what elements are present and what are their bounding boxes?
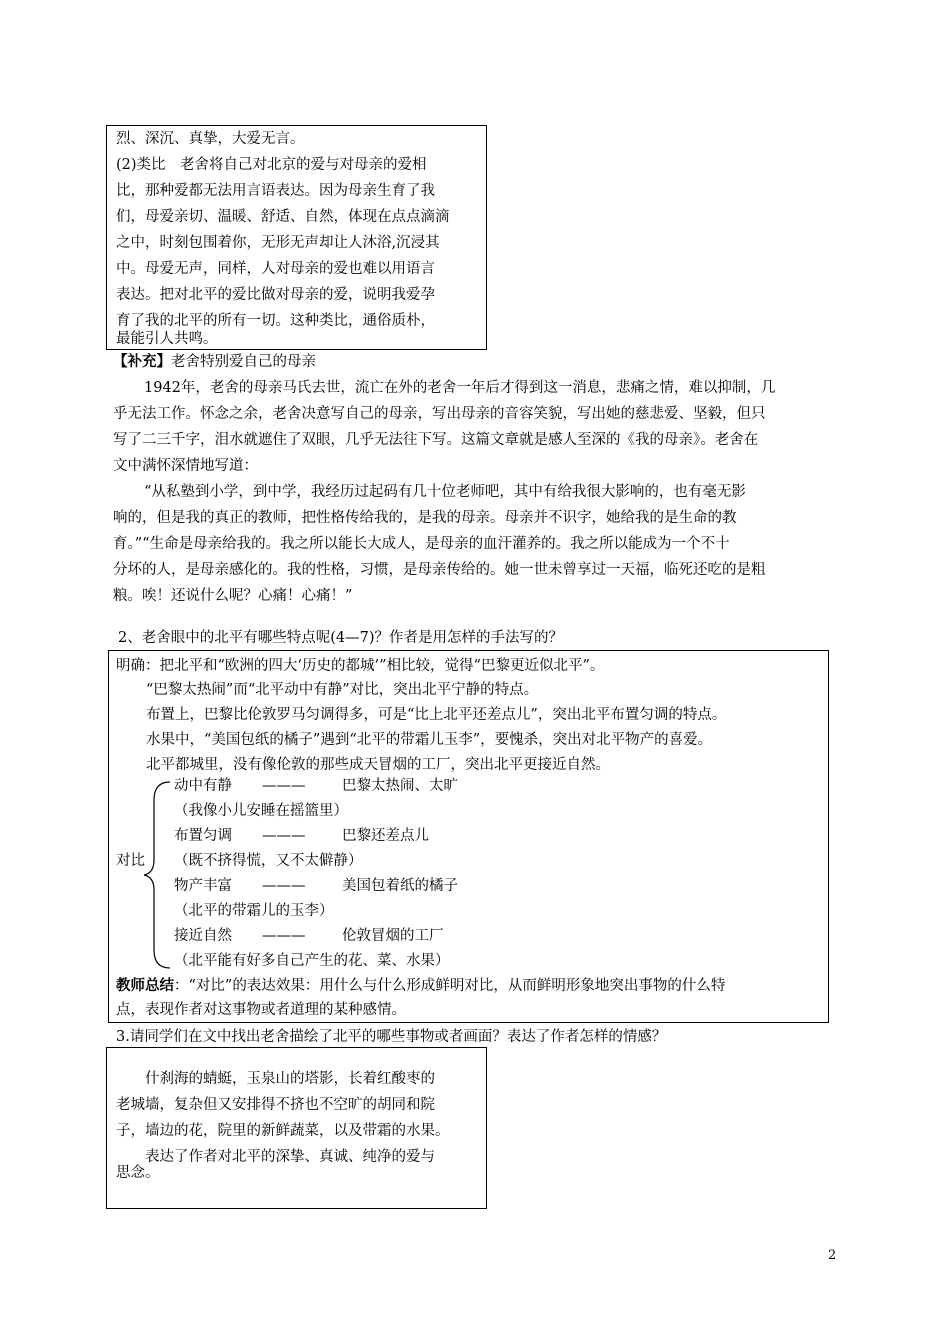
teacher-summary <box>116 976 725 996</box>
contrast-brace <box>144 780 174 970</box>
contrast-note: （我像小儿安睡在摇篮里） <box>174 803 348 819</box>
answer-2-line: 北平都城里，没有像伦敦的那些成天冒烟的工厂，突出北平更接近自然。 <box>146 757 610 773</box>
contrast-left: 动中有静 <box>174 778 232 794</box>
box1-line: (2)类比 老舍将自己对北京的爱与对母亲的爱相 <box>116 157 427 173</box>
answer-3-line: 表达了作者对北平的深挚、真诚、纯净的爱与 <box>145 1149 435 1165</box>
box1-line: 们，母爱亲切、温暖、舒适、自然，体现在点点滴滴 <box>116 209 450 225</box>
contrast-dash: ——— <box>262 828 306 844</box>
answer-3-line: 思念。 <box>116 1165 160 1181</box>
answer-3-line: 子，墙边的花，院里的新鲜蔬菜，以及带霜的水果。 <box>116 1123 450 1139</box>
box1-line: 中。母爱无声，同样，人对母亲的爱也难以用语言 <box>116 261 435 277</box>
contrast-note: （既不挤得慌，又不太僻静） <box>174 853 363 869</box>
answer-3-line: 老城墙，复杂但又安排得不挤也不空旷的胡同和院 <box>116 1097 435 1113</box>
answer-3-line: 什刹海的蜻蜓，玉泉山的塔影，长着红酸枣的 <box>145 1071 435 1087</box>
supplement-line: 育。”“生命是母亲给我的。我之所以能长大成人，是母亲的血汗灌养的。我之所以能成为一个不十 <box>113 536 730 552</box>
teacher-summary-text: ：“对比”的表达效果：用什么与什么形成鲜明对比，从而鲜明形象地突出事物的什么特 <box>174 978 726 994</box>
contrast-label: 对比 <box>116 853 145 869</box>
answer-2-line: 布置上，巴黎比伦敦罗马匀调得多，可是“比上北平还差点儿”，突出北平布置匀调的特点。 <box>146 707 727 723</box>
contrast-dash: ——— <box>262 778 306 794</box>
contrast-note: （北平的带霜儿的玉李） <box>174 903 334 919</box>
contrast-right: 伦敦冒烟的工厂 <box>342 928 444 944</box>
answer-2-line: 水果中，“美国包纸的橘子”遇到“北平的带霜儿玉李”，要愧杀，突出对北平物产的喜爱。 <box>146 732 713 748</box>
contrast-left: 布置匀调 <box>174 828 232 844</box>
box1-line: 最能引人共鸣。 <box>116 331 218 347</box>
supplement-line: 1942年，老舍的母亲马氏去世，流亡在外的老舍一年后才得到这一消息，悲痛之情，难以抑制，几 <box>144 380 776 396</box>
contrast-dash: ——— <box>262 878 306 894</box>
box1-line: 之中，时刻包围着你，无形无声却让人沐浴,沉浸其 <box>116 235 440 251</box>
contrast-right: 巴黎还差点儿 <box>342 828 429 844</box>
box1-line: 比，那种爱都无法用言语表达。因为母亲生育了我 <box>116 183 435 199</box>
answer-2-line: “巴黎太热闹”而“北平动中有静”对比，突出北平宁静的特点。 <box>146 682 539 698</box>
supplement-line: “从私塾到小学，到中学，我经历过起码有几十位老师吧，其中有给我很大影响的，也有毫无影 <box>144 484 746 500</box>
contrast-right: 美国包着纸的橘子 <box>342 878 458 894</box>
supplement-line: 分坏的人，是母亲感化的。我的性格，习惯，是母亲传给的。她一世未曾享过一天福，临死还吃的是粗 <box>113 562 766 578</box>
contrast-dash: ——— <box>262 928 306 944</box>
question-2: 2、老舍眼中的北平有哪些特点呢(4—7)？作者是用怎样的手法写的？ <box>118 630 563 646</box>
contrast-left: 接近自然 <box>174 928 232 944</box>
teacher-summary-line: 点，表现作者对这事物或者道理的某种感情。 <box>116 1002 406 1018</box>
page-number: 2 <box>828 1248 837 1263</box>
supplement-line: 写了二三千字，泪水就遮住了双眼，几乎无法往下写。这篇文章就是感人至深的《我的母亲》。老舍在 <box>113 432 759 448</box>
box1-line: 表达。把对北平的爱比做对母亲的爱，说明我爱孕 <box>116 287 435 303</box>
question-3: 3.请同学们在文中找出老舍描绘了北平的哪些事物或者画面？表达了作者怎样的情感？ <box>116 1029 667 1045</box>
answer-2-line: 明确：把北平和“欧洲的四大‘历史的都城’”相比较，觉得“巴黎更近似北平”。 <box>116 658 605 674</box>
box1-line: 烈、深沉、真挚，大爱无言。 <box>116 131 305 147</box>
contrast-right: 巴黎太热闹、太旷 <box>342 778 458 794</box>
supplement-line: 响的，但是我的真正的教师，把性格传给我的，是我的母亲。母亲并不识字，她给我的是生命的教 <box>113 510 737 526</box>
teacher-summary-label: 教师总结 <box>116 978 174 994</box>
contrast-left: 物产丰富 <box>174 878 232 894</box>
supplement-title: 老舍特别爱自己的母亲 <box>171 354 316 370</box>
contrast-note: （北平能有好多自己产生的花、菜、水果） <box>174 953 450 969</box>
supplement-line: 粮。唉！还说什么呢？心痛！心痛！” <box>113 588 353 604</box>
supplement-heading <box>113 352 316 372</box>
supplement-label: 【补充】 <box>113 354 171 370</box>
supplement-line: 乎无法工作。怀念之余，老舍决意写自己的母亲，写出母亲的音容笑貌，写出她的慈悲爱、坚毅，但只 <box>113 406 766 422</box>
supplement-line: 文中满怀深情地写道： <box>113 458 258 474</box>
box1-line: 育了我的北平的所有一切。这种类比，通俗质朴， <box>116 313 435 329</box>
